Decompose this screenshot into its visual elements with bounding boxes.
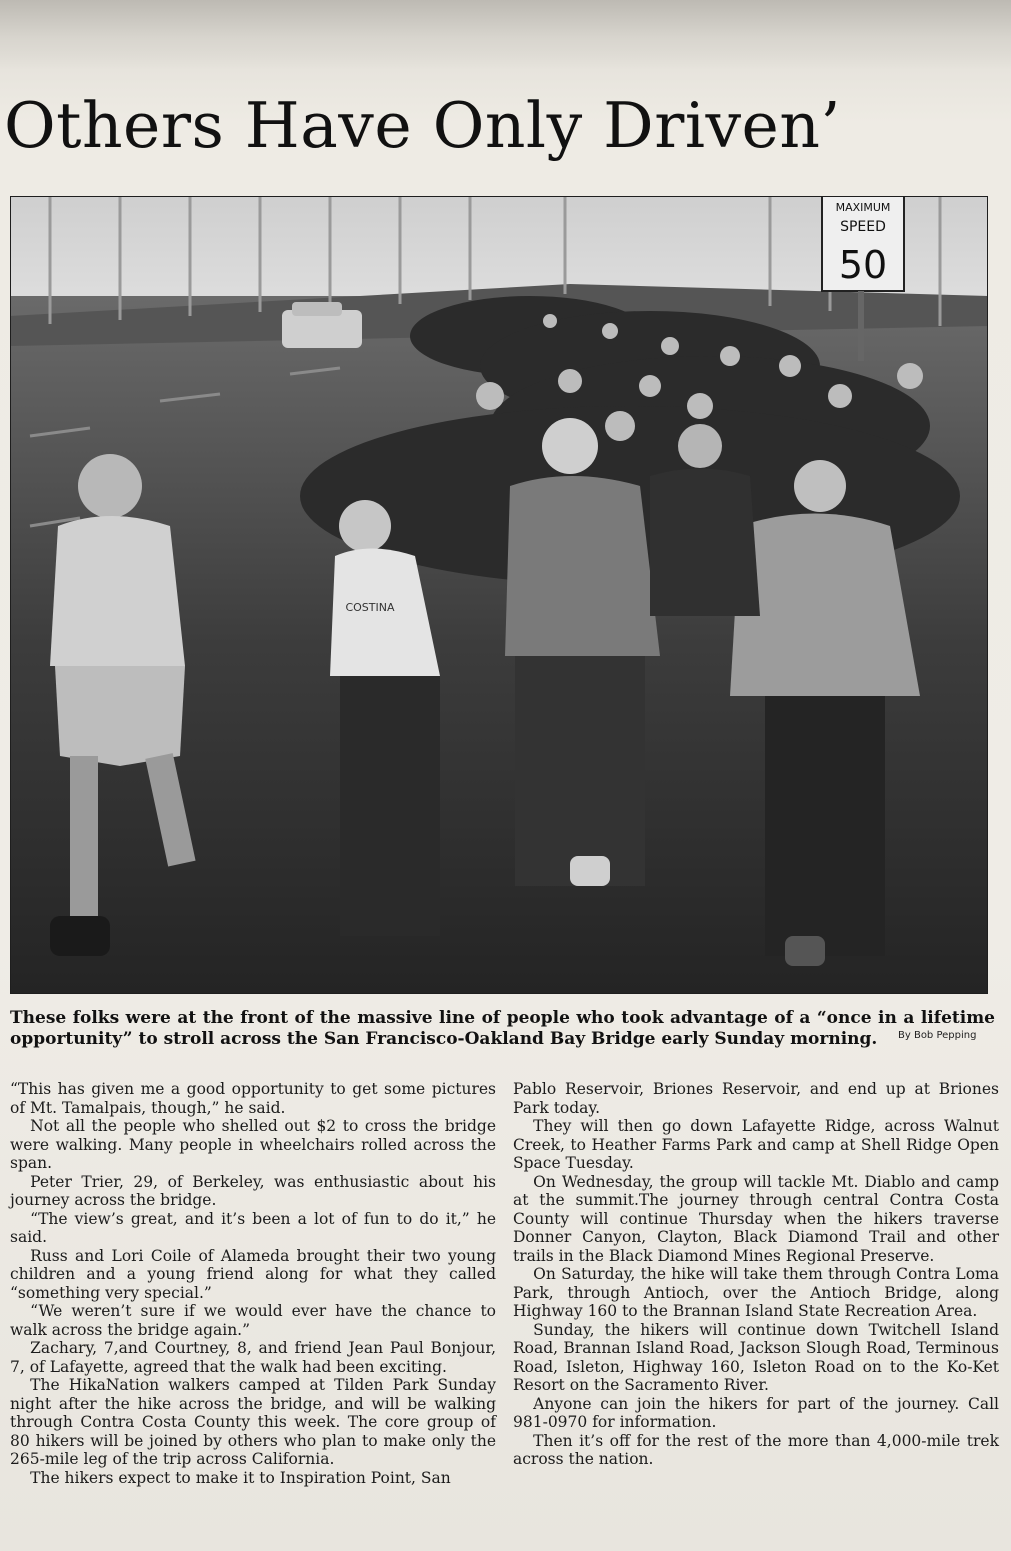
walker-center-man [505,418,660,886]
article-column-left [10,1080,496,1487]
sign-line1: MAXIMUM [835,201,891,214]
paragraph: Peter Trier, 29, of Berkeley, was enthusiastic about his journey across the bridge. [10,1172,496,1209]
article-column-right [513,1080,999,1469]
photo-caption: These folks were at the front of the massive line of people who took advantage of a “once in a lifetime opportunity” to stroll across the San Francisco-Oakland Bay Bridge early Sunday morning. [10,1008,995,1049]
shirt-text: COSTINA [345,601,395,614]
paragraph: The HikaNation walkers camped at Tilden Park Sunday night after the hike across the bridge, and will be walking through Contra Costa County this week. The core group of 80 hikers will be joined by others who plan to make only the 265-mile leg of the trip across California. [10,1376,496,1468]
paragraph: Sunday, the hikers will continue down Twitchell Island Road, Brannan Island Road, Jackson Slough Road, Terminous Road, Isleton, Highway 160, Isleton Road on to the Ko-Ket Resort on the Sacramento River. [513,1320,999,1394]
headline: Others Have Only Driven’ [4,89,841,162]
paragraph: The hikers expect to make it to Inspiration Point, San [30,1468,451,1487]
paragraph: Then it’s off for the rest of the more than 4,000-mile trek across the nation. [513,1431,999,1468]
paragraph: Zachary, 7,and Courtney, 8, and friend Jean Paul Bonjour, 7, of Lafayette, agreed that the walk had been exciting. [10,1339,496,1376]
paragraph: On Wednesday, the group will tackle Mt. Diablo and camp at the summit.The journey through central Contra Costa County will continue Thursday when the hikers traverse Donner Canyon, Clayton, Black Diamond Trail and other trails in the Black Diamond Mines Regional Preserve. [513,1172,999,1265]
paragraph: “We weren’t sure if we would ever have the chance to walk across the bridge again.” [10,1302,496,1339]
paragraph: “This has given me a good opportunity to get some pictures of Mt. Tamalpais, though,” he said. [10,1080,496,1117]
paragraph: They will then go down Lafayette Ridge, across Walnut Creek, to Heather Farms Park and camp at Shell Ridge Open Space Tuesday. [513,1117,999,1172]
bridge-walkers-illustration [10,196,988,994]
sign-line2: SPEED [840,219,886,235]
photo-credit: By Bob Pepping [898,1030,977,1041]
paragraph: Anyone can join the hikers for part of the journey. Call 981-0970 for information. [513,1394,999,1431]
paragraph: Not all the people who shelled out $2 to cross the bridge were walking. Many people in wheelchairs rolled across the span. [10,1117,496,1172]
paragraph: Russ and Lori Coile of Alameda brought their two young children and a young friend along for what they called “something very special.” [10,1246,496,1302]
paragraph: Pablo Reservoir, Briones Reservoir, and end up at Briones Park today. [513,1080,999,1117]
paper-fold-shadow [0,0,1011,70]
paragraph: On Saturday, the hike will take them through Contra Loma Park, through Antioch, over the Antioch Bridge, along Highway 160 to the Brannan Island State Recreation Area. [513,1265,999,1320]
paragraph: “The view’s great, and it’s been a lot of fun to do it,” he said. [10,1209,496,1246]
sign-limit: 50 [838,243,888,287]
news-photo [10,196,988,994]
